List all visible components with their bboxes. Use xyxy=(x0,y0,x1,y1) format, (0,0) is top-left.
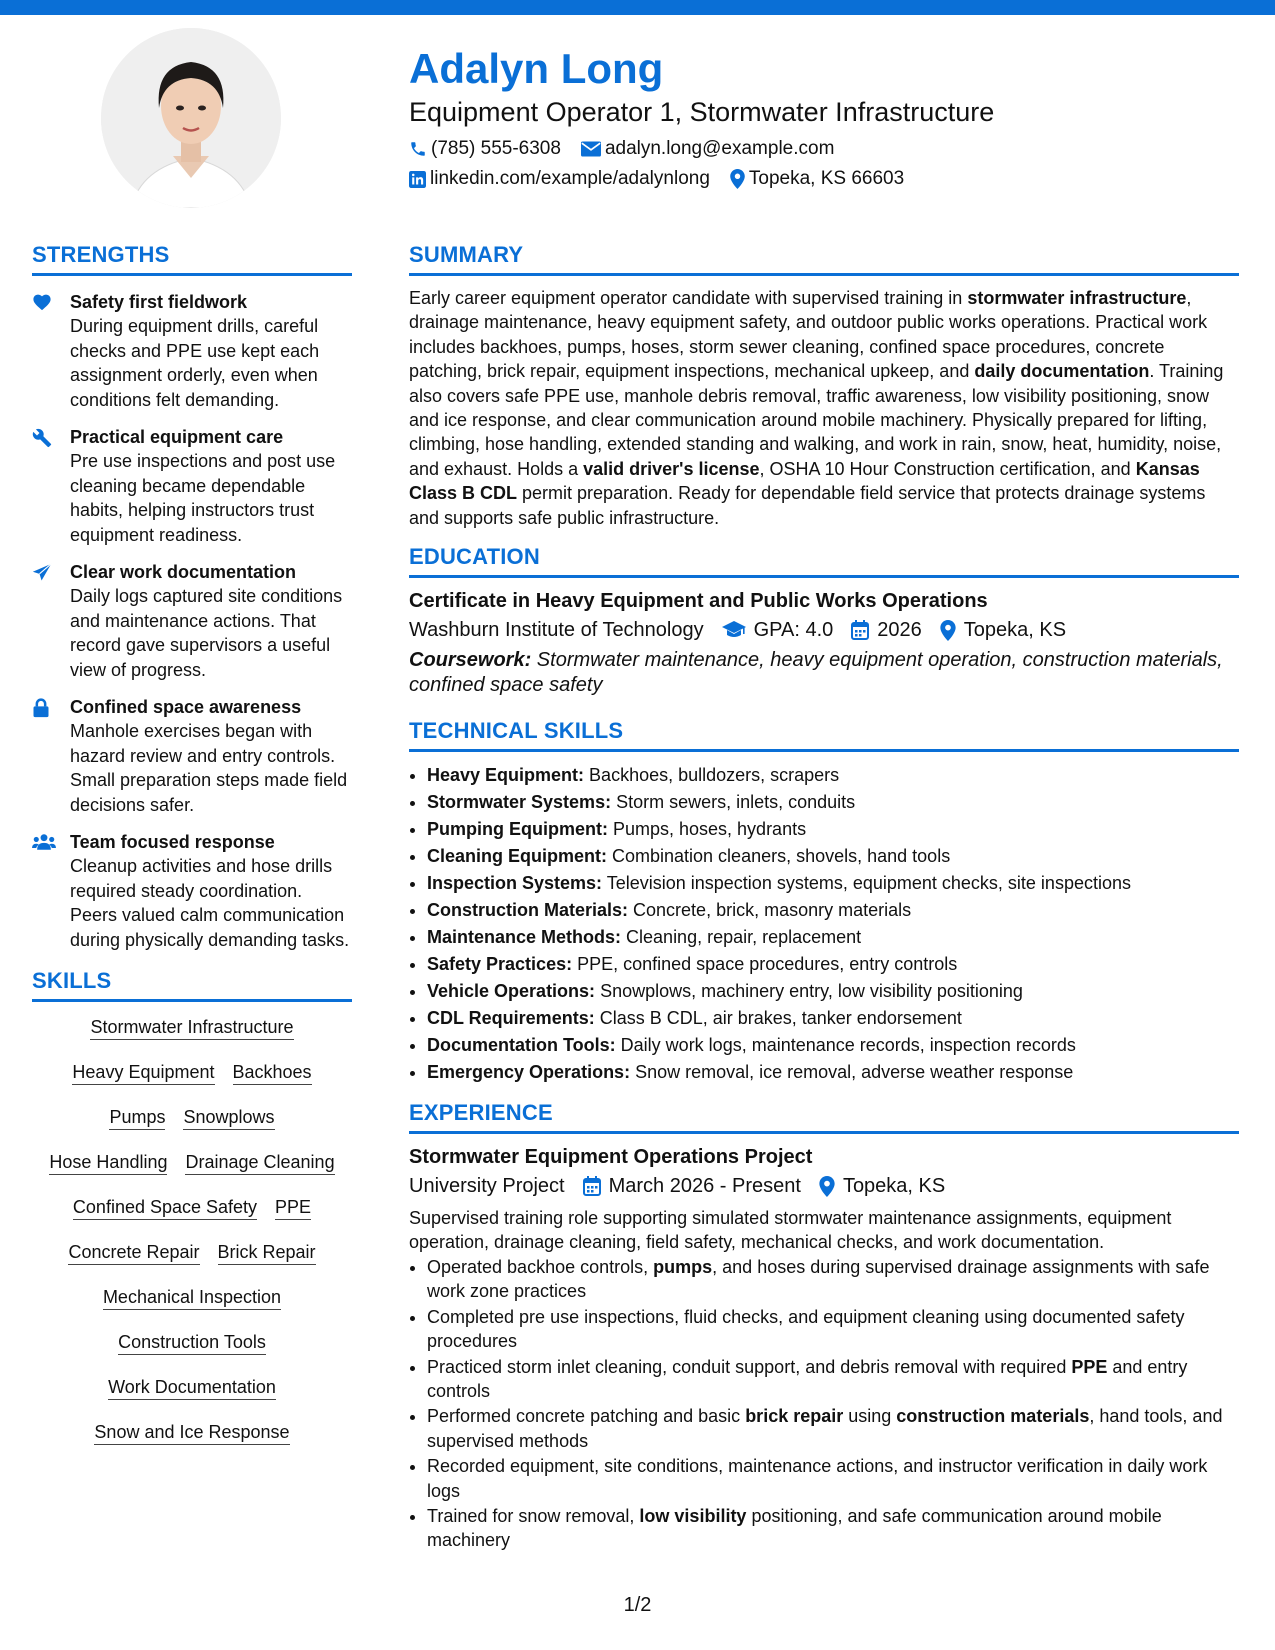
project-location-item xyxy=(819,1172,945,1200)
summary-heading: SUMMARY xyxy=(409,242,524,267)
strength-title: Safety first fieldwork xyxy=(70,292,248,312)
strength-item xyxy=(32,695,352,817)
education-heading: EDUCATION xyxy=(409,544,540,570)
technical-skill-item: • Construction Materials: Concrete, brick, masonry materials xyxy=(427,897,1239,924)
skills-row xyxy=(32,1331,352,1376)
skills-row xyxy=(32,1421,352,1466)
section-divider xyxy=(409,575,1239,578)
calendar-icon xyxy=(583,1176,601,1196)
phone-contact xyxy=(409,136,561,162)
strength-item xyxy=(32,560,352,682)
location-contact xyxy=(730,166,904,192)
skill-tag: Snow and Ice Response xyxy=(94,1421,289,1445)
section-divider xyxy=(409,273,1239,276)
strength-title: Confined space awareness xyxy=(70,697,302,717)
strength-description: During equipment drills, careful checks and PPE use kept each assignment orderly, even when conditions felt demanding. xyxy=(70,316,320,410)
skill-tag: Construction Tools xyxy=(118,1331,266,1355)
technical-skill-item: • Cleaning Equipment: Combination cleaners, shovels, hand tools xyxy=(427,843,1239,870)
experience-bullet: • Trained for snow removal, low visibility positioning, and safe communication around mobile machinery xyxy=(427,1504,1239,1553)
strength-title: Clear work documentation xyxy=(70,562,297,582)
strength-title: Practical equipment care xyxy=(70,427,284,447)
skill-tag: Pumps xyxy=(109,1106,165,1130)
skill-tag: Heavy Equipment xyxy=(72,1061,214,1085)
project-title: Stormwater Equipment Operations Project xyxy=(409,1146,813,1169)
experience-heading: EXPERIENCE xyxy=(409,1100,553,1126)
technical-skill-item: • Vehicle Operations: Snowplows, machinery entry, low visibility positioning xyxy=(427,978,1239,1005)
candidate-name: Adalyn Long xyxy=(409,45,664,92)
section-divider xyxy=(409,749,1239,752)
technical-skill-item: • CDL Requirements: Class B CDL, air brakes, tanker endorsement xyxy=(427,1005,1239,1032)
technical-skill-item: • Pumping Equipment: Pumps, hoses, hydrants xyxy=(427,816,1239,843)
degree-title: Certificate in Heavy Equipment and Public Works Operations xyxy=(409,590,988,613)
linkedin-url[interactable]: linkedin.com/example/adalynlong xyxy=(430,168,710,189)
skills-row xyxy=(32,1106,352,1151)
strength-title: Team focused response xyxy=(70,832,275,852)
strength-description: Daily logs captured site conditions and maintenance actions. That record gave supervisors a useful view of progress. xyxy=(70,586,343,680)
graduation-cap-icon xyxy=(722,621,746,639)
skills-list xyxy=(32,1016,352,1466)
technical-skill-item: • Safety Practices: PPE, confined space procedures, entry controls xyxy=(427,951,1239,978)
paper-plane-icon xyxy=(32,560,70,682)
resume-header xyxy=(409,42,1239,192)
technical-skill-item: • Emergency Operations: Snow removal, ice removal, adverse weather response xyxy=(427,1059,1239,1086)
skill-tag: Drainage Cleaning xyxy=(185,1151,334,1175)
top-accent-bar xyxy=(0,0,1275,15)
technical-skill-item: • Heavy Equipment: Backhoes, bulldozers, scrapers xyxy=(427,762,1239,789)
experience-bullets xyxy=(409,1255,1239,1553)
linkedin-icon xyxy=(409,171,426,188)
skill-tag: Mechanical Inspection xyxy=(103,1286,281,1310)
calendar-icon xyxy=(851,620,869,640)
graduation-year: 2026 xyxy=(877,619,922,642)
left-column xyxy=(32,240,352,1466)
experience-bullet: • Operated backhoe controls, pumps, and hoses during supervised drainage assignments with safe work zone practices xyxy=(427,1255,1239,1304)
section-divider xyxy=(409,1131,1239,1134)
gpa-item xyxy=(722,616,834,644)
skill-tag: Confined Space Safety xyxy=(73,1196,257,1220)
right-column xyxy=(409,240,1239,1554)
skills-row xyxy=(32,1196,352,1241)
strengths-heading: STRENGTHS xyxy=(32,242,170,267)
phone-icon xyxy=(409,140,427,158)
technical-skill-item: • Maintenance Methods: Cleaning, repair, replacement xyxy=(427,924,1239,951)
coursework: Coursework: Stormwater maintenance, heavy equipment operation, construction materials, confined space safety xyxy=(409,649,1223,697)
map-pin-icon xyxy=(940,620,956,641)
technical-skill-item: • Documentation Tools: Daily work logs, maintenance records, inspection records xyxy=(427,1032,1239,1059)
school-location: Topeka, KS xyxy=(963,619,1067,642)
project-org: University Project xyxy=(409,1175,565,1198)
page-number: 1/2 xyxy=(623,1594,652,1616)
skills-row xyxy=(32,1016,352,1061)
wrench-icon xyxy=(32,425,70,547)
technical-skill-item: • Inspection Systems: Television inspection systems, equipment checks, site inspections xyxy=(427,870,1239,897)
project-location: Topeka, KS xyxy=(842,1175,946,1198)
strength-item xyxy=(32,425,352,547)
strength-description: Manhole exercises began with hazard review and entry controls. Small preparation steps made field decisions safer. xyxy=(70,721,348,815)
location-text: Topeka, KS 66603 xyxy=(748,168,905,189)
skill-tag: Work Documentation xyxy=(108,1376,276,1400)
experience-bullet: • Recorded equipment, site conditions, maintenance actions, and instructor verification in daily work logs xyxy=(427,1454,1239,1503)
project-dates: March 2026 - Present xyxy=(608,1175,801,1198)
experience-bullet: • Performed concrete patching and basic brick repair using construction materials, hand tools, and supervised methods xyxy=(427,1404,1239,1453)
map-pin-icon xyxy=(819,1176,835,1197)
job-title: Equipment Operator 1, Stormwater Infrastructure xyxy=(409,97,995,127)
school-name: Washburn Institute of Technology xyxy=(409,619,704,642)
experience-bullet: • Practiced storm inlet cleaning, conduit support, and debris removal with required PPE and entry controls xyxy=(427,1355,1239,1404)
experience-bullet: • Completed pre use inspections, fluid checks, and equipment cleaning using documented safety procedures xyxy=(427,1305,1239,1354)
email-contact[interactable] xyxy=(581,136,834,162)
project-description: Supervised training role supporting simulated stormwater maintenance assignments, equipment operation, drainage cleaning, field safety, mechanical checks, and work documentation. xyxy=(409,1208,1172,1253)
section-divider xyxy=(32,999,352,1002)
skills-heading: SKILLS xyxy=(32,968,112,993)
skill-tag: Snowplows xyxy=(183,1106,274,1130)
users-icon xyxy=(32,830,70,952)
skill-tag: Concrete Repair xyxy=(68,1241,199,1265)
linkedin-contact[interactable] xyxy=(409,166,710,192)
skills-row xyxy=(32,1241,352,1286)
skill-tag: PPE xyxy=(275,1196,311,1220)
school-location-item xyxy=(940,616,1066,644)
section-divider xyxy=(32,273,352,276)
skill-tag: Backhoes xyxy=(233,1061,312,1085)
strengths-list xyxy=(32,290,352,952)
profile-photo xyxy=(101,28,281,208)
skill-tag: Brick Repair xyxy=(218,1241,316,1265)
technical-skills-list xyxy=(409,762,1239,1086)
skills-row xyxy=(32,1061,352,1106)
phone-number: (785) 555-6308 xyxy=(431,138,561,159)
summary-text: Early career equipment operator candidate with supervised training in stormwater infrastructure, drainage maintenance, heavy equipment safety, and outdoor public works operations. Practical work includes backhoes, pumps, hoses, storm sewer cleaning, confined space procedures, concrete patching, brick repair, equipment inspections, mechanical upkeep, and daily documentation. Training also covers safe PPE use, manhole debris removal, traffic awareness, low visibility positioning, snow and ice response, and clear communication around mobile machinery. Physically prepared for lifting, climbing, hose handling, extended standing and walking, and work in rain, snow, heat, humidity, noise, and exhaust. Holds a valid driver's license, OSHA 10 Hour Construction certification, and Kansas Class B CDL permit preparation. Ready for dependable field service that protects drainage systems and supports safe public infrastructure. xyxy=(409,288,1224,528)
gpa-value: GPA: 4.0 xyxy=(753,619,834,642)
skills-row xyxy=(32,1286,352,1331)
year-item xyxy=(851,616,922,644)
project-dates-item xyxy=(583,1172,801,1200)
email-address[interactable]: adalyn.long@example.com xyxy=(604,138,835,159)
strength-description: Cleanup activities and hose drills required steady coordination. Peers valued calm communication during physically demanding tasks. xyxy=(70,856,350,950)
skill-tag: Hose Handling xyxy=(49,1151,167,1175)
technical-skill-item: • Stormwater Systems: Storm sewers, inlets, conduits xyxy=(427,789,1239,816)
strength-item xyxy=(32,830,352,952)
lock-icon xyxy=(32,695,70,817)
heart-icon xyxy=(32,290,70,412)
envelope-icon xyxy=(581,141,601,157)
map-pin-icon xyxy=(730,169,745,189)
strength-description: Pre use inspections and post use cleaning became dependable habits, helping instructors trust equipment readiness. xyxy=(70,451,336,545)
strength-item xyxy=(32,290,352,412)
skill-tag: Stormwater Infrastructure xyxy=(90,1016,293,1040)
skills-row xyxy=(32,1151,352,1196)
technical-skills-heading: TECHNICAL SKILLS xyxy=(409,718,624,744)
skills-row xyxy=(32,1376,352,1421)
